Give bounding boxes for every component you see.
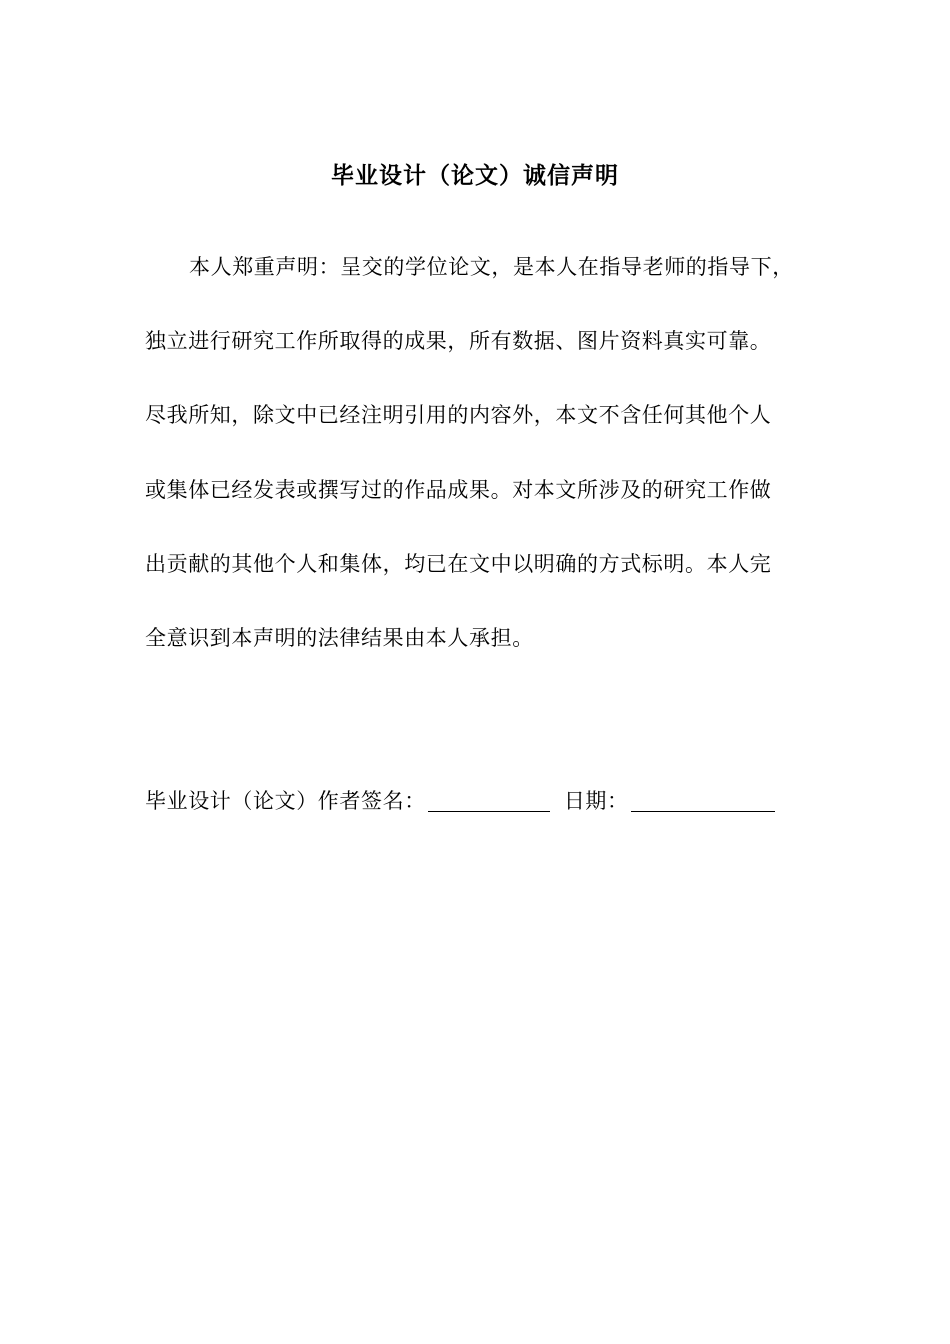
paragraph-line-5: 出贡献的其他个人和集体，均已在文中以明确的方式标明。本人完 [145,552,772,576]
signature-row [145,786,775,816]
date-field[interactable] [631,789,775,812]
document-title: 毕业设计（论文）诚信声明 [331,163,619,189]
date-label: 日期： [563,789,629,813]
author-signature-label: 毕业设计（论文）作者签名： [145,789,426,813]
paragraph-line-6: 全意识到本声明的法律结果由本人承担。 [145,626,534,650]
paragraph-line-4: 或集体已经发表或撰写过的作品成果。对本文所涉及的研究工作做 [145,478,772,502]
paragraph-line-2: 独立进行研究工作所取得的成果，所有数据、图片资料真实可靠。 [145,329,772,353]
paragraph-line-1: 本人郑重声明：呈交的学位论文，是本人在指导老师的指导下， [189,255,794,279]
author-signature-field[interactable] [428,789,550,812]
paragraph-line-3: 尽我所知，除文中已经注明引用的内容外，本文不含任何其他个人 [145,403,772,427]
